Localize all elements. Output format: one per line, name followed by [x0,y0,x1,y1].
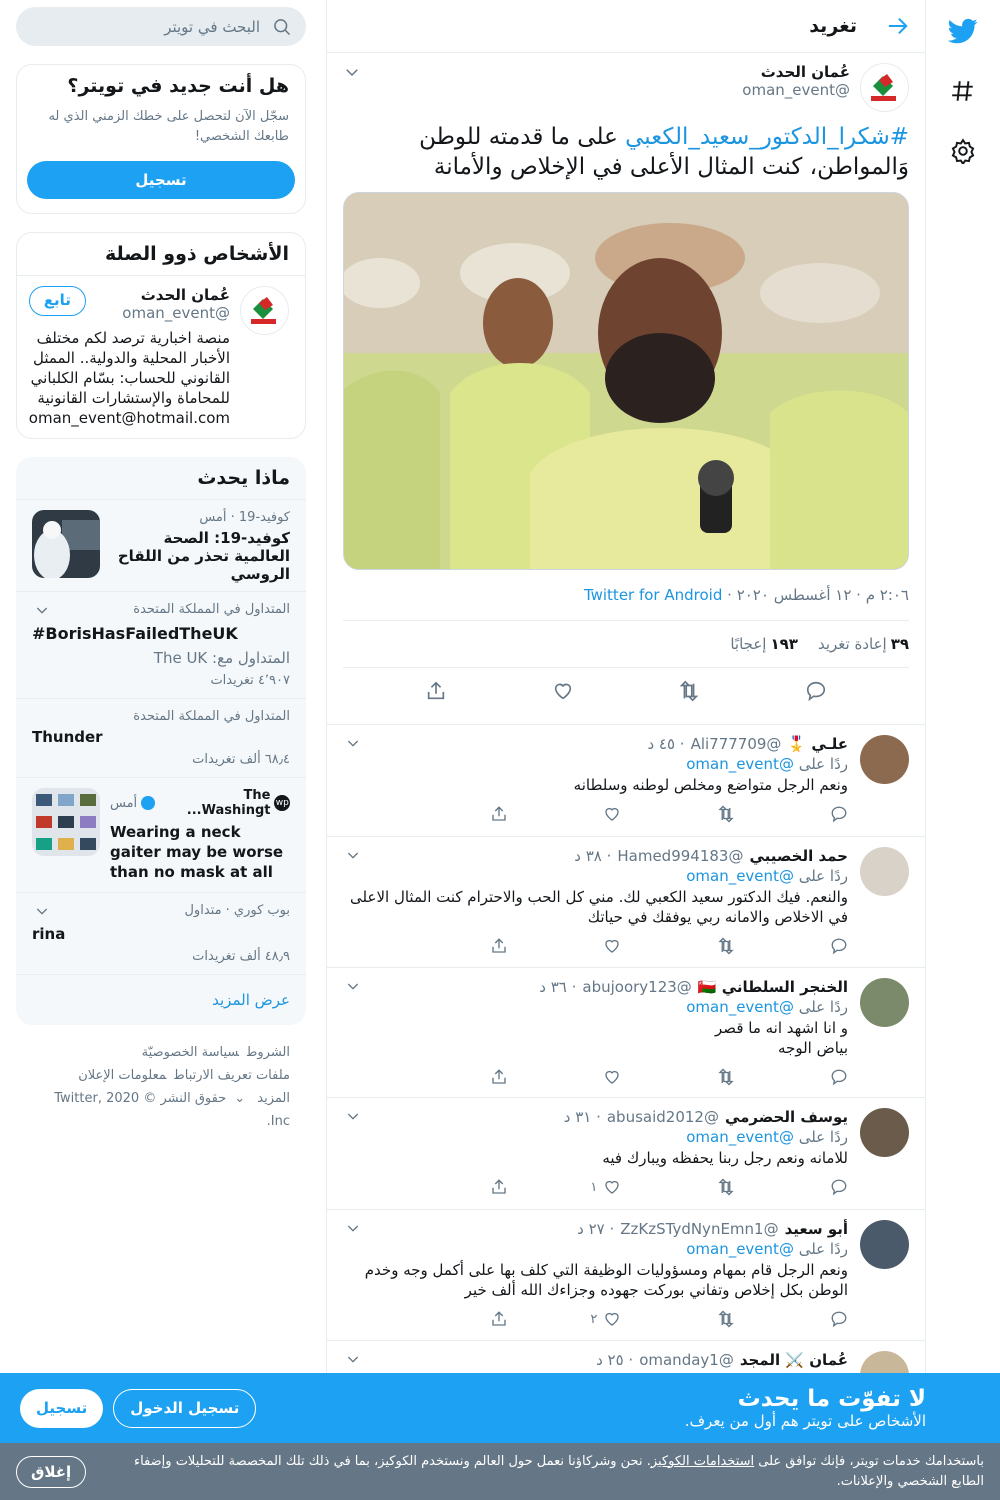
reply-avatar[interactable] [860,978,909,1027]
trends-card [16,457,306,1025]
related-name[interactable]: عُمان الحدث [140,286,230,304]
chevron-down-icon[interactable] [32,602,50,620]
like-button[interactable] [561,1178,621,1196]
replying-to-handle[interactable]: @oman_event [686,998,794,1016]
chevron-down-icon[interactable] [343,735,361,753]
main-header [327,0,925,53]
show-more-link[interactable]: عرض المزيد [16,974,306,1025]
tweet-stats [343,621,909,668]
retweet-icon[interactable] [675,1310,735,1328]
chevron-down-icon[interactable] [343,1351,361,1369]
reply-tweet[interactable] [327,725,925,837]
reply-time[interactable]: · ٤٥ د [647,735,685,753]
banner-title: لا تفوّت ما يحدث [737,1386,926,1412]
trend-name: Thunder [32,728,103,746]
trend-count: ٦٨٫٤ ألف تغريدات [192,752,290,767]
reply-tweet[interactable] [327,968,925,1098]
news-source-logo-icon: wp [274,795,290,811]
trend-item[interactable] [16,777,306,892]
news-source-name: The Washingt... [186,788,271,818]
reply-author-handle[interactable]: @Hamed994183 [617,847,744,865]
like-heart-icon [603,1310,621,1328]
replying-to-handle[interactable]: @oman_event [686,867,794,885]
footer-privacy-link[interactable]: سياسة الخصوصيّة [141,1045,240,1060]
likes-stat[interactable] [730,635,798,653]
reply-author-name[interactable]: حمد الخصيبي [749,847,848,865]
sidebar [16,0,306,1149]
trend-item[interactable] [16,591,306,698]
retweet-icon[interactable] [675,1178,735,1196]
reply-icon[interactable] [805,680,827,702]
chevron-down-icon[interactable] [32,903,50,921]
likes-label: إعجابًا [730,635,767,653]
trend-thumbnail [32,788,100,856]
retweet-icon[interactable] [675,1068,735,1086]
reply-icon[interactable] [788,1178,848,1196]
retweet-icon[interactable] [675,937,735,955]
hashtag-link[interactable]: #شكرا_الدكتور_سعيد_الكعبي [625,124,909,150]
related-handle[interactable]: @oman_event [122,304,230,322]
reply-text: ونعم الرجل قام بمهام ومسؤوليات الوظيفة التي كلف بها على أكمل وجه وخدم الوطن بكل إخلاص وتفاني بوركت جهوده وجزاءك الله ألف خير [364,1261,848,1299]
like-button[interactable] [561,1068,621,1086]
search-input[interactable]: البحث في تويتر [164,17,260,36]
replying-to [343,1240,848,1258]
banner-login-button[interactable]: تسجيل الدخول [113,1389,256,1428]
share-icon[interactable] [448,1178,508,1196]
sidebar-footer [16,1025,306,1149]
trend-name: #BorisHasFailedTheUK [32,624,238,643]
reply-text: و انا اشهد انه ما قصر بياض الوجه [715,1019,848,1057]
related-email[interactable]: oman_event@hotmail.com [28,409,230,427]
trend-meta: بوب كوري · متداول [184,903,290,918]
chevron-down-icon[interactable] [343,63,361,81]
tweet-timestamp[interactable]: ٢:٠٦ م · ١٢ أغسطس ٢٠٢٠ · [722,586,909,604]
like-heart-icon [603,1068,621,1086]
replying-to-label: ردًا على [798,1128,848,1146]
like-button[interactable] [561,1310,621,1328]
footer-cookies-link[interactable]: ملفات تعريف الارتباط [174,1068,290,1083]
replying-to-handle[interactable]: @oman_event [686,755,794,773]
like-heart-icon[interactable] [552,680,574,702]
share-icon[interactable] [448,937,508,955]
replying-to-label: ردًا على [798,755,848,773]
retweet-icon[interactable] [675,805,735,823]
left-nav [926,0,1000,1500]
cookie-text [106,1452,984,1492]
like-button[interactable] [561,937,621,955]
chevron-down-icon[interactable] [343,978,361,996]
trend-count: ٤٬٩٠٧ تغريدات [210,673,290,688]
share-icon[interactable] [448,1068,508,1086]
chevron-down-icon[interactable] [343,1220,361,1238]
trend-count: ٤٨٫٩ ألف تغريدات [192,949,290,964]
like-heart-icon [603,937,621,955]
trend-meta: كوفيد-19 · أمس [199,510,290,525]
tweet-meta [343,586,909,621]
trend-related: المتداول مع: The UK [153,649,290,667]
author-name[interactable]: عُمان الحدث [760,63,850,81]
trend-thumbnail [32,510,100,578]
trend-item[interactable] [16,698,306,777]
trend-name: كوفيد-19: الصحة العالمية تحذر من اللقاح الروسي [117,529,290,583]
cookie-notice [0,1443,1000,1500]
reply-time[interactable]: · ٢٥ د [596,1351,634,1369]
reply-author-handle[interactable]: @Ali777709 [690,735,782,753]
author-handle[interactable]: @oman_event [742,81,850,99]
new-to-twitter-card [16,64,306,214]
related-person[interactable] [17,275,305,438]
replying-to [343,1128,848,1146]
replying-to [343,867,848,885]
trend-meta: أمس [110,795,138,811]
reply-tweet[interactable] [327,1210,925,1341]
tweet-source[interactable]: Twitter for Android [583,586,723,604]
reply-author-handle[interactable]: @ZzKzSTydNynEmn1 [620,1220,779,1238]
like-button[interactable] [561,805,621,823]
reply-text: للامانه ونعم رجل ربنا يحفظه ويبارك فيه [602,1149,848,1167]
like-heart-icon [603,805,621,823]
reply-author-handle[interactable]: @abujoory123 [582,978,692,996]
reply-time[interactable]: · ٢٧ د [577,1220,615,1238]
share-icon[interactable] [425,680,447,702]
footer-more-link[interactable]: المزيد ⌄ [234,1091,290,1106]
reply-author-name[interactable]: عُمان ⚔️ المجد [739,1351,848,1369]
reply-avatar[interactable] [860,847,909,896]
author-avatar[interactable] [860,63,909,112]
search-box[interactable] [16,7,306,46]
reply-author-name[interactable]: يوسف الحضرمي [724,1108,848,1126]
reply-author-name[interactable]: أبو سعيد [784,1220,848,1238]
reply-author-name[interactable]: الخنجر السلطاني 🇴🇲 [697,978,848,996]
replying-to [343,998,848,1016]
page-title: تغريد [809,15,857,37]
reply-icon[interactable] [788,1068,848,1086]
trend-item[interactable] [16,499,306,591]
reply-icon[interactable] [788,1310,848,1328]
replying-to-label: ردًا على [798,867,848,885]
footer-terms-link[interactable]: الشروط [247,1045,290,1060]
main-column [326,0,926,1500]
tweet-photo[interactable] [343,192,909,570]
tweet-text [343,122,909,182]
reply-text: والنعم. فيك الدكتور سعيد الكعبي لك. مني كل الحب والاحترام كنت المثال الاعلى في الاخلاص والامانه ربي يوفقك في حياتك [350,888,848,926]
tweet-actions [343,668,909,714]
chevron-down-icon[interactable] [343,847,361,865]
verified-badge-icon [141,796,155,810]
cookie-text-a: باستخدامك خدمات تويتر، فإنك توافق على [754,1453,984,1469]
reply-time[interactable]: · ٣١ د [563,1108,601,1126]
banner-signup-button[interactable]: تسجيل [20,1389,103,1428]
new-card-title: هل أنت جديد في تويتر؟ [67,75,289,97]
trend-meta: المتداول في المملكة المتحدة [133,709,290,724]
footer-copyright: حقوق النشر © 2020 Twitter, Inc. [54,1091,290,1129]
reply-tweet[interactable] [327,1098,925,1210]
chevron-down-icon[interactable] [343,1108,361,1126]
related-bio: منصة اخبارية ترصد لكم مختلف الأخبار المحلية والدولية.. الممثل القانوني للحساب: بسّام الكلباني للمحاماة والإستشارات القانونية [30,329,230,407]
share-icon[interactable] [448,805,508,823]
retweets-count: ٣٩ [890,635,909,653]
likes-count: ١٩٣ [770,635,798,653]
like-heart-icon [603,1178,621,1196]
replying-to [343,755,848,773]
twitter-logo-icon[interactable] [940,8,986,54]
reply-icon[interactable] [788,805,848,823]
banner-subtitle: الأشخاص على تويتر هم أول من يعرف. [684,1412,926,1430]
signup-button[interactable]: تسجيل [27,161,295,199]
reply-avatar[interactable] [860,1108,909,1157]
footer-ads-link[interactable]: معلومات الإعلان [78,1068,167,1083]
like-count: ٢ [590,1311,598,1327]
reply-author-handle[interactable]: @omanday1 [639,1351,734,1369]
reply-author-handle[interactable]: @abusaid2012 [606,1108,719,1126]
trend-meta: المتداول في المملكة المتحدة [133,602,290,617]
search-icon [272,17,292,37]
reply-icon[interactable] [788,937,848,955]
replying-to-handle[interactable]: @oman_event [686,1240,794,1258]
reply-time[interactable]: · ٣٨ د [574,847,612,865]
reply-avatar[interactable] [860,1220,909,1269]
replies-list [327,725,925,1381]
tweet-text-body: على ما قدمته للوطن وَالمواطن، كنت المثال الأعلى في الإخلاص والأمانة [419,124,909,180]
replying-to-handle[interactable]: @oman_event [686,1128,794,1146]
trends-title: ماذا يحدث [197,467,290,489]
reply-avatar[interactable] [860,735,909,784]
retweets-label: إعادة تغريد [817,635,887,653]
cookie-text-b: . نحن وشركاؤنا نعمل حول العالم ونستخدم الكوكيز، بما في ذلك تلك المخصصة للتحليلات وإضفاء الطابع الشخصي والإعلانات. [133,1453,984,1489]
main-tweet [327,53,925,725]
retweets-stat[interactable] [818,635,909,653]
retweet-icon[interactable] [678,680,700,702]
trend-item[interactable] [16,892,306,974]
cookie-link[interactable]: استخدامات الكوكيز [650,1453,755,1469]
replying-to-label: ردًا على [798,998,848,1016]
related-avatar[interactable] [240,286,289,335]
new-card-subtitle: سجّل الآن لتحصل على خطك الزمني الذي له طابعك الشخصي! [48,109,289,144]
settings-gear-icon[interactable] [940,128,986,174]
reply-text: ونعم الرجل متواضع ومخلص لوطنه وسلطانه [573,776,848,794]
reply-tweet[interactable] [327,837,925,968]
footer-more-label: المزيد [257,1091,290,1106]
replying-to-label: ردًا على [798,1240,848,1258]
related-people-card [16,232,306,439]
reply-author-name[interactable]: علـي 🎖️ [787,735,848,753]
related-title: الأشخاص ذوو الصلة [105,243,289,265]
signup-banner [0,1373,1000,1443]
like-count: ١ [590,1179,598,1195]
hashtag-icon[interactable] [940,68,986,114]
back-arrow-icon[interactable] [887,15,909,37]
trend-name: Wearing a neck gaiter may be worse than no mask at all [110,823,284,881]
share-icon[interactable] [448,1310,508,1328]
trend-name: rina [32,925,66,943]
cookie-close-button[interactable]: إغلاق [16,1456,86,1488]
follow-button[interactable]: تابع [29,286,86,316]
reply-time[interactable]: · ٣٦ د [539,978,577,996]
